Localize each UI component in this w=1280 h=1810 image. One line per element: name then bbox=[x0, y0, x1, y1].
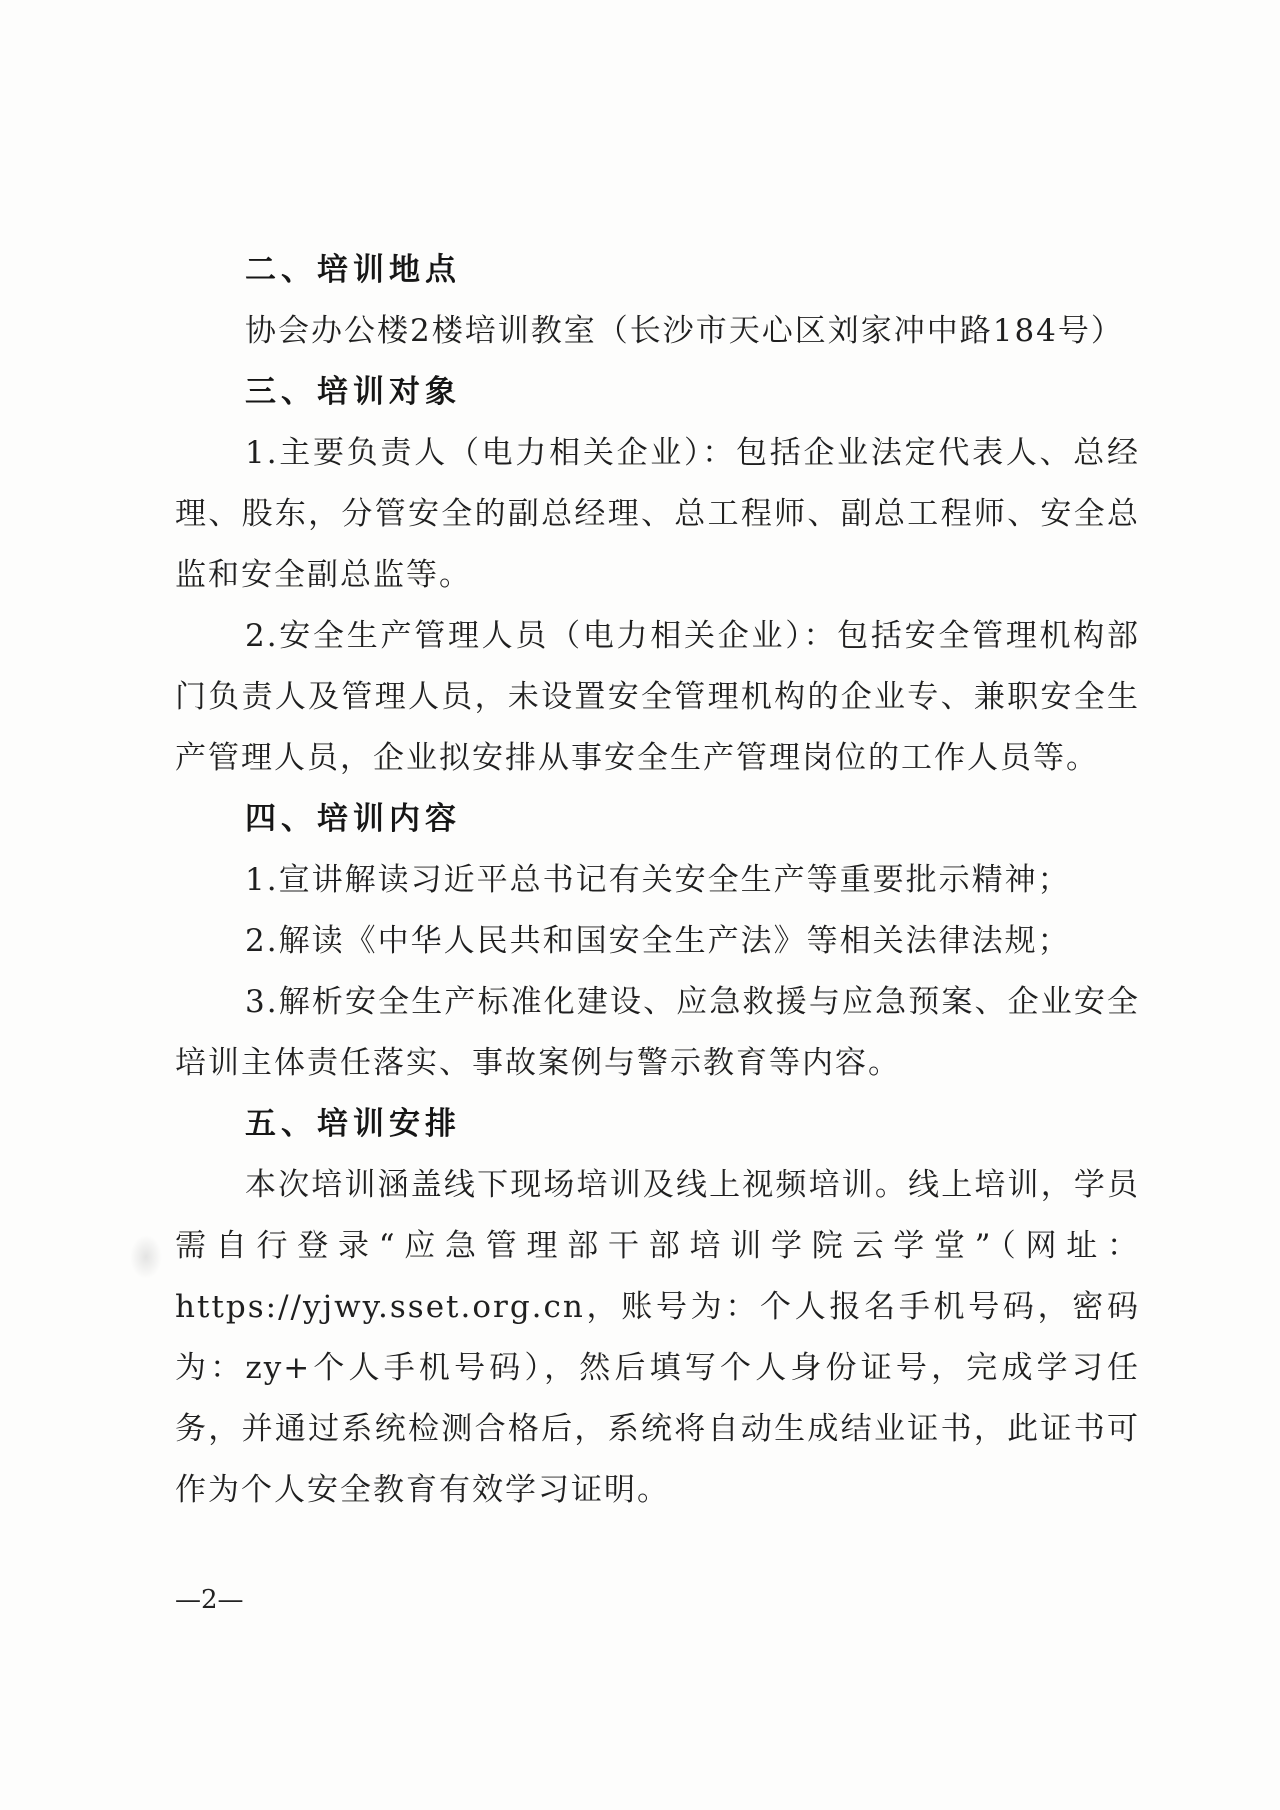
paragraph: 1.宣讲解读习近平总书记有关安全生产等重要批示精神； bbox=[245, 862, 1071, 898]
section-heading: 三、培训对象 bbox=[245, 374, 461, 410]
section-location bbox=[175, 240, 1140, 362]
section-heading: 五、培训安排 bbox=[245, 1106, 461, 1142]
paragraph: 3.解析安全生产标准化建设、应急救援与应急预案、企业安全培训主体责任落实、事故案例与警示教育等内容。 bbox=[175, 984, 1140, 1081]
section-arrangement bbox=[175, 1094, 1140, 1521]
paragraph: 1.主要负责人（电力相关企业）：包括企业法定代表人、总经理、股东，分管安全的副总经理、总工程师、副总工程师、安全总监和安全副总监等。 bbox=[175, 435, 1140, 593]
scan-smudge bbox=[130, 1235, 162, 1279]
section-participants bbox=[175, 362, 1140, 789]
document-body bbox=[175, 240, 1140, 1521]
section-heading: 四、培训内容 bbox=[245, 801, 461, 837]
paragraph: 2.解读《中华人民共和国安全生产法》等相关法律法规； bbox=[245, 923, 1071, 959]
page-number: —2— bbox=[175, 1585, 244, 1615]
paragraph: 本次培训涵盖线下现场培训及线上视频培训。线上培训，学员需自行登录“应急管理部干部培训学院云学堂”（网址：https://yjwy.sset.org.cn，账号为：个人报名手机号码，密码为：zy+个人手机号码），然后填写个人身份证号，完成学习任务，并通过系统检测合格后，系统将自动生成结业证书，此证书可作为个人安全教育有效学习证明。 bbox=[175, 1167, 1140, 1508]
section-heading: 二、培训地点 bbox=[245, 252, 461, 288]
section-content bbox=[175, 789, 1140, 1094]
paragraph: 协会办公楼2楼培训教室（长沙市天心区刘家冲中路184号） bbox=[245, 313, 1124, 349]
paragraph: 2.安全生产管理人员（电力相关企业）：包括安全管理机构部门负责人及管理人员，未设置安全管理机构的企业专、兼职安全生产管理人员，企业拟安排从事安全生产管理岗位的工作人员等。 bbox=[175, 618, 1140, 776]
